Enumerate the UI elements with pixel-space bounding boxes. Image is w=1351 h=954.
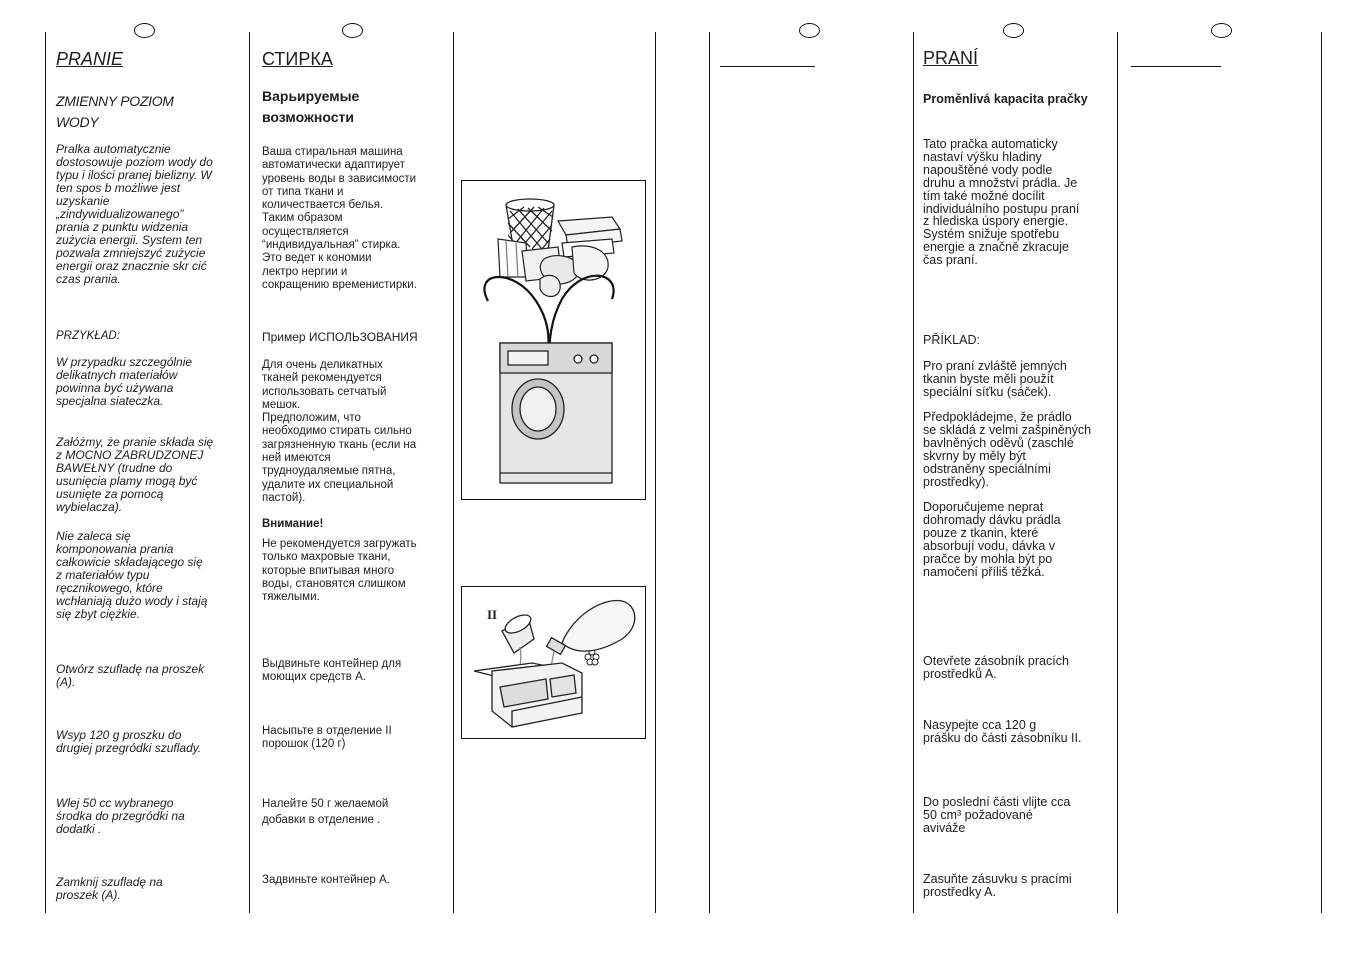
instruction-step: Задвиньте контейнер А. [262,874,390,886]
example-heading: PŘÍKLAD: [923,333,980,347]
instruction-step: Otevřete zásobník pracích prostředků A. [923,654,1069,681]
warning-heading: Внимание! [262,518,324,530]
instruction-step: Выдвиньте контейнер для моющих средств А. [262,658,402,684]
language-flag-oval [799,23,820,38]
example-heading: PRZYKŁAD: [56,330,120,342]
instruction-step: Насыпьте в отделение II порошок (120 г) [262,725,392,751]
page-title: PRANIE [56,49,124,69]
intro-paragraph: Ваша стиральная машина автоматически адаптирует уровень воды в зависимости от типа ткани и количествается белья. Таким образом осуществляется “индивидуальная” стирка. Это ведет к кономии лектро нергии и сокращению времени​стирки. [262,146,417,291]
example-paragraph: Для очень деликатных тканей рекомендуется использовать сетчатый мешок. Предположим, что необходимо стирать сильно загрязненную ткань (если на ней имеются трудноудаляемые пятна, удалите их специальной пастой). [262,359,417,504]
instruction-step: Otwórz szufladę na proszek (A). [56,662,205,689]
detergent-drawer-illustration [461,586,646,739]
empty-title-underline [720,66,815,67]
example-paragraph: Nie zaleca się komponowania prania całkowicie składającego się z materiałów typu ręcznikowego, które wchłaniają dużo wody i stają się zbyt ciężkie. [56,529,208,621]
compartment-label: II [487,607,498,622]
instruction-step: Zasuňte zásuvku s pracími prostředky A. [923,872,1072,899]
instruction-step: Do poslední části vlijte cca 50 cm³ požadované aviváže [923,795,1071,835]
column-divider [453,32,454,913]
language-flag-oval [1211,23,1232,38]
instruction-step: Wlej 50 cc wybranego środka do przegródki na dodatki . [56,796,185,836]
example-heading: Пример ИСПОЛЬЗОВАНИЯ [262,330,418,344]
clothes-pile-icon [498,239,608,297]
instruction-step: Nasypejte cca 120 g prášku do části zásobníku II. [923,718,1082,745]
section-subtitle: ZMIENNY POZIOM WODY [56,93,174,130]
instruction-step: Налейте 50 г желаемой добавки в отделение . [262,798,389,826]
instruction-step: Zamknij szufladę na proszek (A). [56,875,163,902]
language-flag-oval [1003,23,1024,38]
example-paragraph: Pro praní zvláště jemných tkanin byste měli použít speciální síťku (sáček). [923,359,1067,399]
column-divider [655,32,656,913]
section-subtitle: Варьируемые возможности [262,88,360,125]
page-title: СТИРКА [262,49,333,69]
language-flag-oval [134,23,155,38]
section-subtitle: Proměnlivá kapacita pračky [923,92,1088,106]
example-paragraph: Předpokládejme, že prádlo se skládá z velmi zašpiněných bavlněných oděvů (zaschlé skvrny by měly být odstraněny speciálními prostředky). [923,410,1092,489]
language-flag-oval [342,23,363,38]
column-divider [1117,32,1118,913]
example-paragraph: Załóżmy, że pranie składa się z MOCNO ZABRUDZONEJ BAWEŁNY (trudne do usunięcia plamy mogą być usunięte za pomocą wybielacza). [56,435,214,514]
page-title: PRANÍ [923,48,979,68]
column-divider [45,32,46,913]
washing-machine-icon [500,343,612,483]
column-divider [709,32,710,913]
instruction-step: Wsyp 120 g proszku do drugiej przegródki szuflady. [56,728,202,755]
column-divider [1321,32,1322,913]
warning-paragraph: Не рекомендуется загружать только махровые ткани, которые впитывая много воды, становятся слишком тяжелыми. [262,538,417,604]
column-divider [913,32,914,913]
column-divider [249,32,250,913]
intro-paragraph: Pralka automatycznie dostosowuje poziom wody do typu i ilości pranej bielizny. W ten spos b możliwe jest uzyskanie „zindywidualizowanego” prania z punktu widzenia zużycia energii. System ten pozwala zmniejszyć zużycie energii oraz znacznie skr cić czas prania. [56,142,213,286]
example-paragraph: W przypadku szczególnie delikatnych materiałów powinna być używana specjalna siateczka. [56,355,193,408]
intro-paragraph: Tato pračka automaticky nastaví výšku hladiny napouštěné vody podle druhu a množství prádla. Je tím také možné docílit individuálního postupu praní z hlediska úspory energie. Systém snižuje spotřebu energie a značně zkracuje čas praní. [923,137,1080,268]
dispenser-drawer-icon [474,663,582,727]
example-paragraph: Doporučujeme neprat dohromady dávku prádla pouze z tkanin, které absorbují vodu, dávka v pračce by mohla být po namočení příliš těžká. [923,500,1061,579]
washing-machine-illustration [461,180,646,500]
empty-title-underline [1131,66,1221,67]
